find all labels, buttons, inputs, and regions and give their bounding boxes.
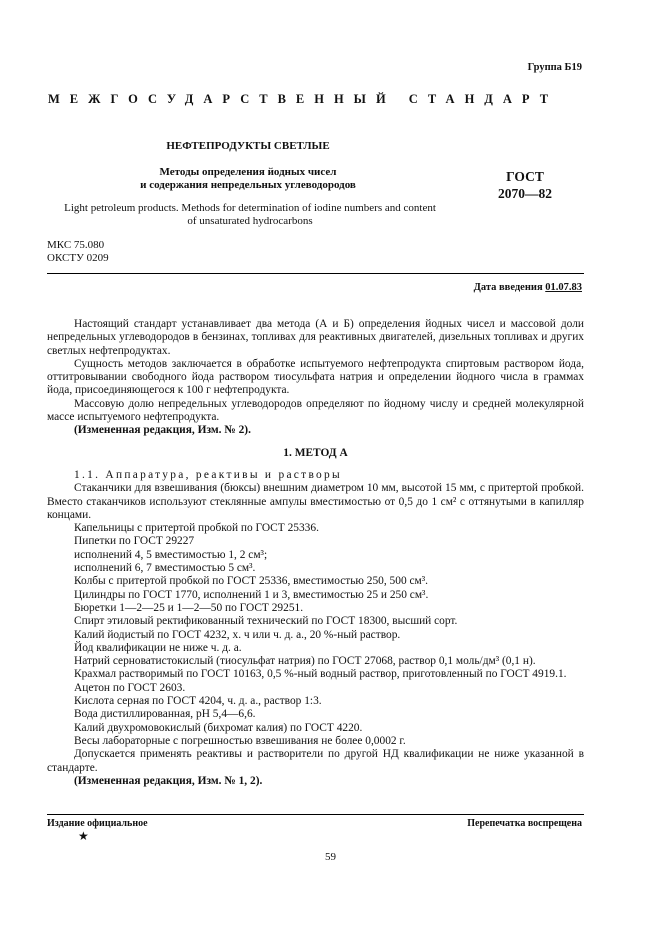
okstu-code: ОКСТУ 0209 (47, 252, 109, 264)
document-body (47, 318, 584, 788)
list-item: Цилиндры по ГОСТ 1770, исполнений 1 и 3, вместимостью 25 и 250 см³. (74, 588, 429, 601)
subsection-heading: 1.1. Аппаратура, реактивы и растворы (74, 468, 342, 481)
english-title-line-1: Light petroleum products. Methods for determination of iodine numbers and content (64, 202, 436, 214)
reprint-prohibited-label: Перепечатка воспрещена (467, 818, 582, 829)
list-item: Стаканчики для взвешивания (бюксы) внешним диаметром 10 мм, высотой 15 мм, с притертой пробкой. Вместо стаканчиков используют стеклянные ампулы вместимостью от 0,5 до 1 см² с оттянутыми в капилляр концами. (47, 482, 584, 521)
list-item: исполнений 6, 7 вместимостью 5 см³. (74, 562, 256, 575)
list-item: Ацетон по ГОСТ 2603. (74, 681, 186, 694)
mks-code: МКС 75.080 (47, 239, 105, 251)
gost-number: 2070—82 (498, 186, 552, 201)
star-icon: ★ (78, 829, 89, 843)
list-item: Калий йодистый по ГОСТ 4232, х. ч или ч. д. а., 20 %-ный раствор. (74, 628, 401, 641)
paragraph-mass-fraction: Массовую долю непредельных углеводородов определяют по йодному числу и средней молекулярной массе испытуемого нефтепродукта. (47, 397, 584, 424)
list-item: Колбы с притертой пробкой по ГОСТ 25336, вместимостью 250, 500 см³. (74, 575, 429, 588)
list-item: исполнений 4, 5 вместимостью 1, 2 см³; (74, 548, 268, 561)
classification-codes (47, 239, 109, 265)
header-divider (47, 273, 584, 274)
document-title: НЕФТЕПРОДУКТЫ СВЕТЛЫЕ (166, 140, 330, 152)
list-item: Допускается применять реактивы и растворители по другой НД квалификации не ниже указанной в стандарте. (47, 748, 584, 774)
list-item: Калий двухромовокислый (бихромат калия) по ГОСТ 4220. (74, 721, 363, 734)
list-item: Бюретки 1—2—25 и 1—2—50 по ГОСТ 29251. (74, 601, 304, 614)
paragraph-scope: Настоящий стандарт устанавливает два метода (А и Б) определения йодных чисел и массовой доли непредельных углеводородов в бензинах, топливах для реактивных двигателей, дизельных топливах и других светлых нефтепродуктах. (47, 318, 584, 357)
document-subtitle (48, 166, 448, 192)
list-item: Пипетки по ГОСТ 29227 (74, 535, 195, 548)
paragraph-essence: Сущность методов заключается в обработке испытуемого нефтепродукта спиртовым раствором йода, оттитровывании свободного йода раствором тиосульфата натрия и определении йодного числа в граммах йода, присоединяющегося к 100 г нефтепродукта. (47, 357, 584, 397)
english-title-line-2: of unsaturated hydrocarbons (187, 215, 313, 227)
section-heading: 1. МЕТОД А (283, 446, 348, 459)
list-item: Спирт этиловый ректификованный технический по ГОСТ 18300, высший сорт. (74, 615, 458, 628)
page-number: 59 (325, 851, 336, 863)
list-item: Весы лабораторные с погрешностью взвешивания не более 0,0002 г. (74, 734, 406, 747)
subtitle-line-2: и содержания непредельных углеводородов (140, 179, 356, 191)
intro-date-value: 01.07.83 (545, 282, 582, 293)
intro-date-label: Дата введения (473, 282, 543, 293)
amendment-note: (Измененная редакция, Изм. № 2). (74, 424, 251, 437)
list-item: Кислота серная по ГОСТ 4204, ч. д. а., раствор 1:3. (74, 695, 322, 708)
official-edition-label: Издание официальное (47, 818, 148, 829)
subtitle-line-1: Методы определения йодных чисел (159, 166, 337, 178)
gost-label: ГОСТ (506, 169, 544, 184)
group-code: Группа Б19 (527, 62, 582, 73)
list-item: Вода дистиллированная, pH 5,4—6,6. (74, 708, 256, 721)
footer-divider (47, 814, 584, 815)
introduction-date (474, 282, 582, 293)
list-item: Капельницы с притертой пробкой по ГОСТ 25336. (74, 522, 319, 535)
list-item: Крахмал растворимый по ГОСТ 10163, 0,5 %-ный водный раствор, приготовленный по ГОСТ 4919.1. (74, 668, 567, 681)
amendment-note: (Измененная редакция, Изм. № 1, 2). (74, 774, 263, 787)
list-item: Йод квалификации не ниже ч. д. а. (74, 641, 242, 654)
interstate-standard-heading: МЕЖГОСУДАРСТВЕННЫЙ СТАНДАРТ (48, 92, 559, 106)
gost-designation (470, 168, 580, 202)
list-item: Натрий серноватистокислый (тиосульфат натрия) по ГОСТ 27068, раствор 0,1 моль/дм³ (0,1 н). (74, 655, 536, 668)
english-title (30, 202, 470, 228)
